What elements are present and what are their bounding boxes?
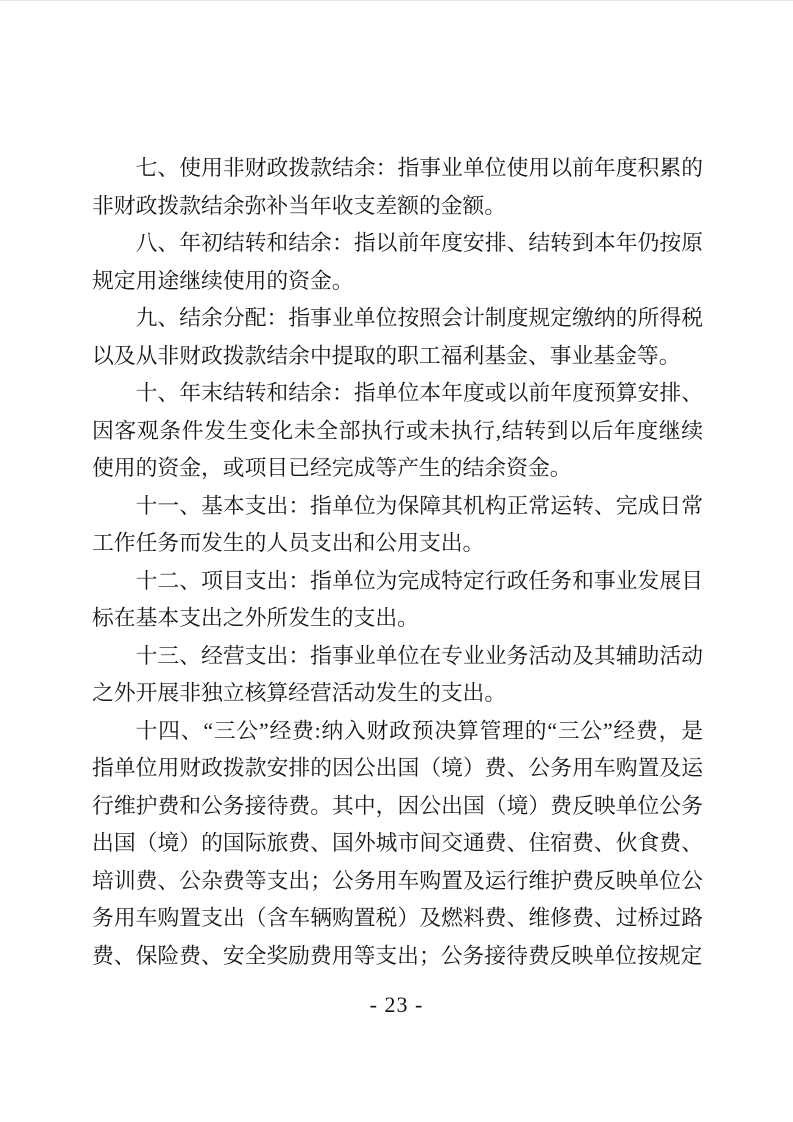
paragraph-term-7: 七、使用非财政拨款结余：指事业单位使用以前年度积累的非财政拨款结余弥补当年收支差额的金额。 (92, 156, 703, 218)
paragraph-term-14: 十四、“三公”经费:纳入财政预决算管理的“三公”经费，是指单位用财政拨款安排的因公出国（境）费、公务用车购置及运行维护费和公务接待费。其中，因公出国（境）费反映单位公务出国（境）的国际旅费、国外城市间交通费、住宿费、伙食费、培训费、公杂费等支出；公务用车购置及运行维护费反映单位公务用车购置支出（含车辆购置税）及燃料费、维修费、过桥过路费、保险费、安全奖励费用等支出；公务接待费反映单位按规定 (92, 718, 703, 968)
scan-edge-line (0, 0, 793, 1)
paragraph-term-11: 十一、基本支出：指单位为保障其机构正常运转、完成日常工作任务而发生的人员支出和公用支出。 (92, 493, 703, 555)
document-body (92, 150, 703, 975)
paragraph-term-9: 九、结余分配：指事业单位按照会计制度规定缴纳的所得税以及从非财政拨款结余中提取的职工福利基金、事业基金等。 (92, 306, 703, 368)
paragraph-term-13: 十三、经营支出：指事业单位在专业业务活动及其辅助活动之外开展非独立核算经营活动发生的支出。 (92, 643, 703, 705)
page-footer (0, 991, 793, 1019)
paragraph-term-12: 十二、项目支出：指单位为完成特定行政任务和事业发展目标在基本支出之外所发生的支出。 (92, 568, 703, 630)
page-number: - 23 - (369, 992, 424, 1017)
paragraph-term-10: 十、年末结转和结余：指单位本年度或以前年度预算安排、因客观条件发生变化未全部执行或未执行,结转到以后年度继续使用的资金，或项目已经完成等产生的结余资金。 (92, 381, 703, 480)
paragraph-term-8: 八、年初结转和结余：指以前年度安排、结转到本年仍按原规定用途继续使用的资金。 (92, 231, 703, 293)
